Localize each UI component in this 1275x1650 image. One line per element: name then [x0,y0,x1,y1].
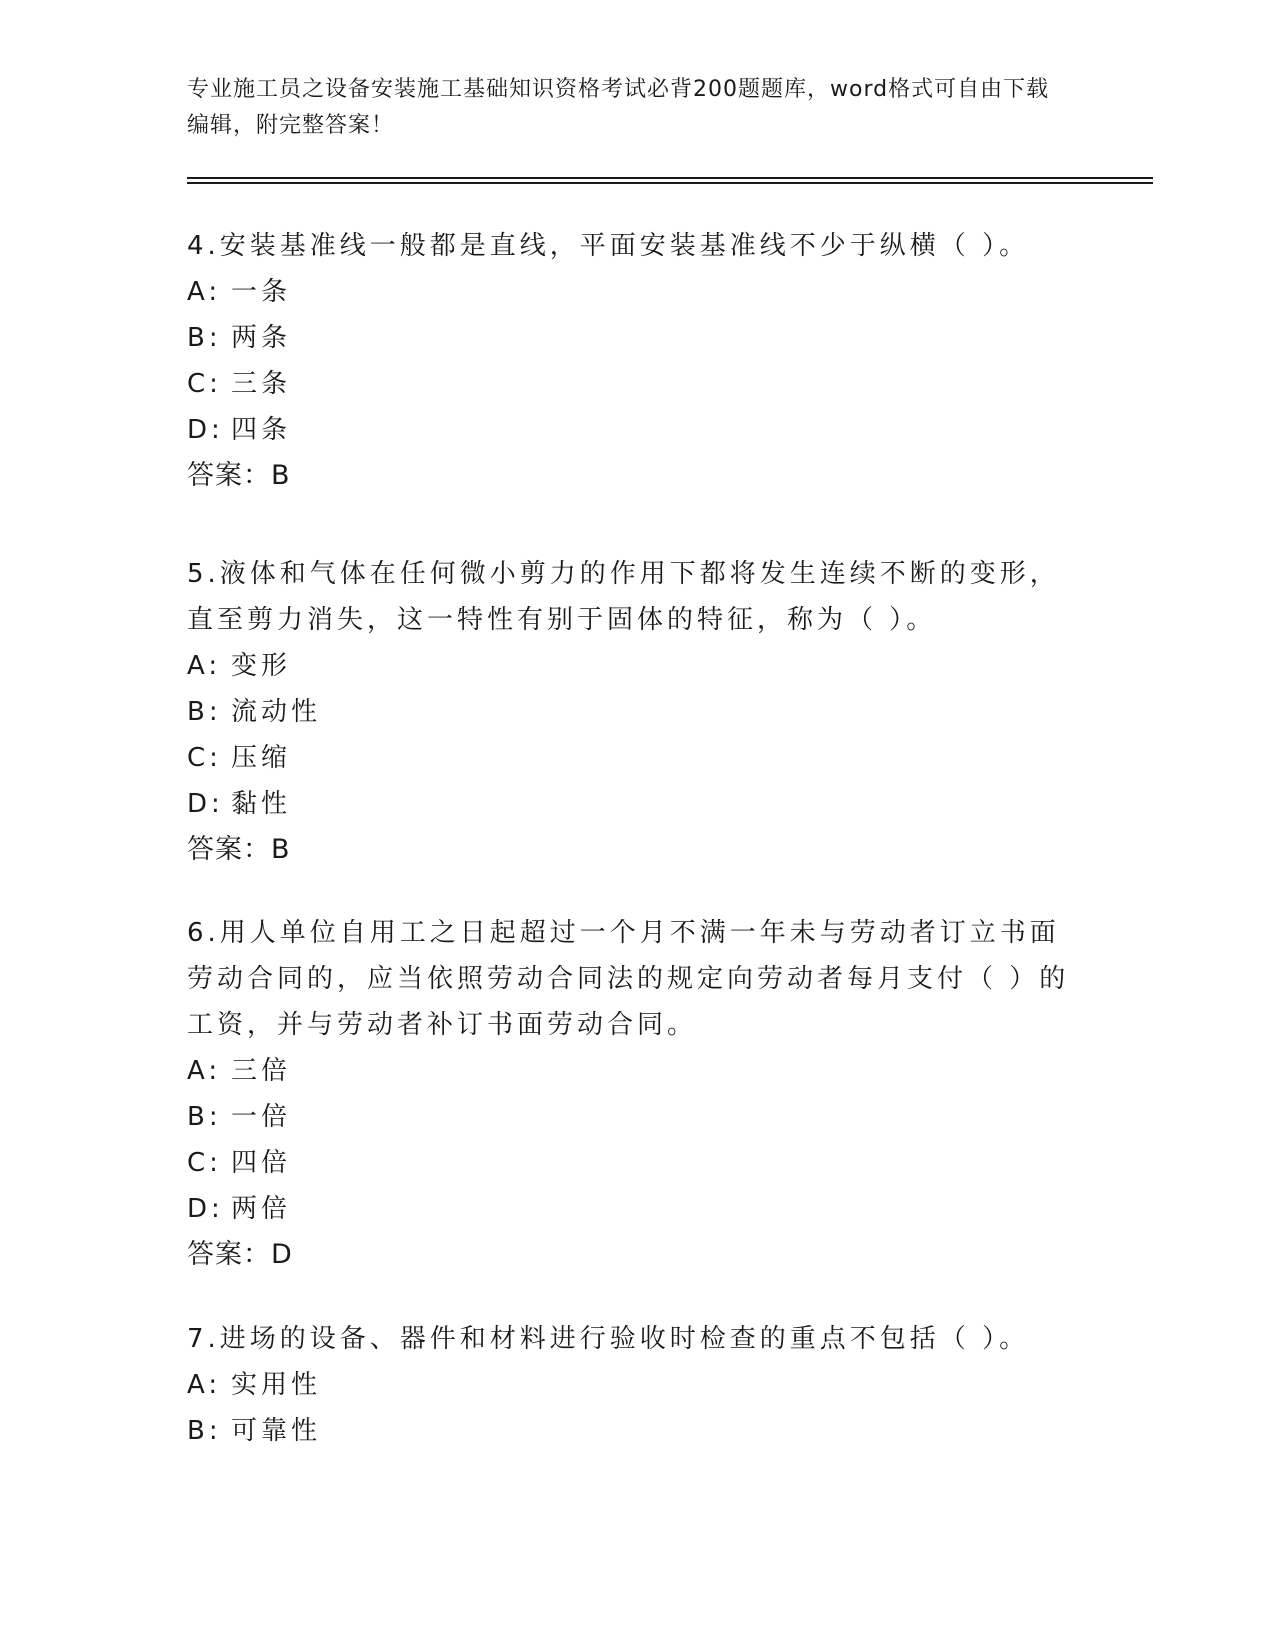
option-text: 三倍 [231,1056,292,1086]
option-b [187,315,1087,361]
option-text: 四倍 [231,1148,292,1178]
option-b [187,1408,1087,1454]
option-key: A: [187,1370,222,1400]
option-key: C: [187,369,222,399]
option-text: 三条 [231,369,292,399]
option-text: 一条 [231,277,292,307]
option-key: B: [187,1416,222,1446]
option-b [187,1094,1087,1140]
option-key: C: [187,743,222,773]
option-key: A: [187,277,222,307]
question-7 [187,1316,1087,1454]
question-4 [187,223,1087,499]
option-key: B: [187,1102,222,1132]
option-c [187,361,1087,407]
option-text: 两条 [231,323,292,353]
question-text: 5.液体和气体在任何微小剪力的作用下都将发生连续不断的变形，直至剪力消失，这一特性有别于固体的特征，称为（ ）。 [187,559,1060,635]
option-a [187,1362,1087,1408]
option-text: 压缩 [231,743,292,773]
option-text: 可靠性 [231,1416,322,1446]
option-text: 变形 [231,651,292,681]
option-a [187,1048,1087,1094]
option-key: A: [187,651,222,681]
option-text: 流动性 [231,697,322,727]
question-text: 6.用人单位自用工之日起超过一个月不满一年未与劳动者订立书面劳动合同的，应当依照劳动合同法的规定向劳动者每月支付（ ）的工资，并与劳动者补订书面劳动合同。 [187,918,1070,1040]
answer: 答案：B [187,460,291,491]
question-text: 7.进场的设备、器件和材料进行验收时检查的重点不包括（ ）。 [187,1324,1030,1354]
header-rule-top [187,177,1153,179]
option-text: 黏性 [231,789,292,819]
option-a [187,269,1087,315]
answer: 答案：B [187,834,291,865]
option-key: A: [187,1056,222,1086]
option-b [187,689,1087,735]
answer: 答案：D [187,1239,293,1270]
option-d [187,1186,1087,1232]
question-5 [187,551,1087,873]
header-rule-bottom [187,182,1153,184]
option-c [187,735,1087,781]
option-d [187,407,1087,453]
option-a [187,643,1087,689]
question-text: 4.安装基准线一般都是直线，平面安装基准线不少于纵横（ ）。 [187,231,1030,261]
option-text: 一倍 [231,1102,292,1132]
option-key: C: [187,1148,222,1178]
option-d [187,781,1087,827]
option-key: D: [187,1194,224,1224]
option-text: 四条 [231,415,292,445]
option-c [187,1140,1087,1186]
option-key: B: [187,697,222,727]
option-key: D: [187,789,224,819]
option-key: D: [187,415,224,445]
document-header: 专业施工员之设备安装施工基础知识资格考试必背200题题库，word格式可自由下载编辑，附完整答案！ [187,77,1050,138]
question-6 [187,910,1087,1278]
option-key: B: [187,323,222,353]
option-text: 实用性 [231,1370,322,1400]
option-text: 两倍 [231,1194,292,1224]
